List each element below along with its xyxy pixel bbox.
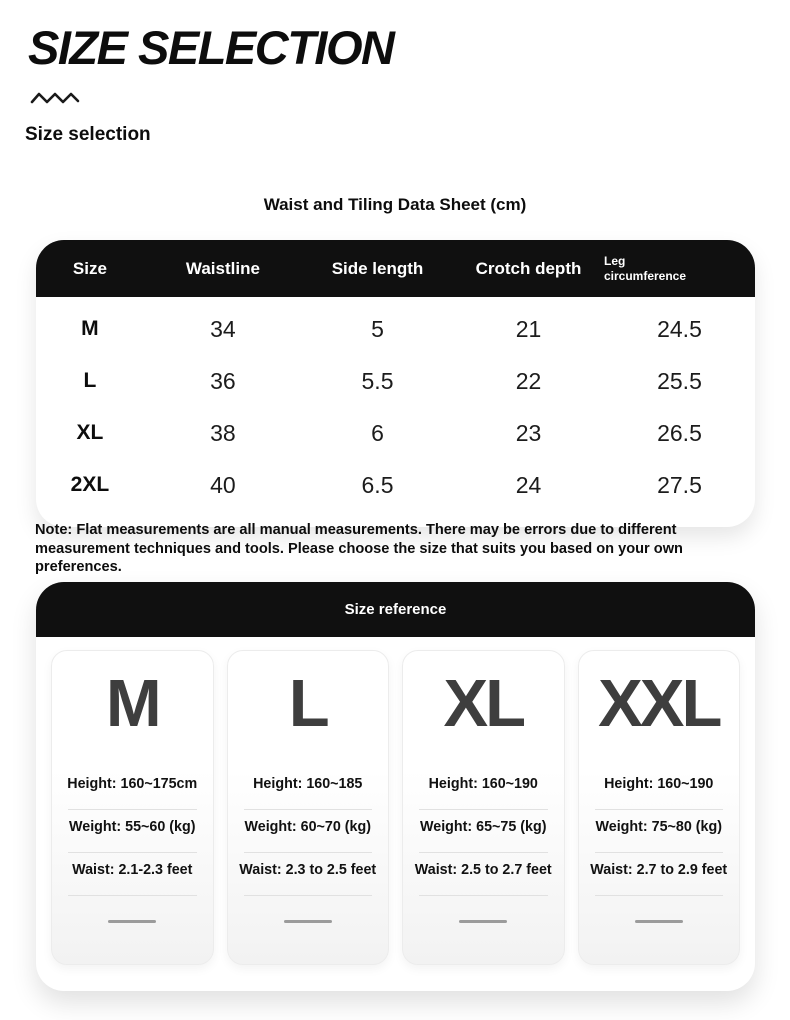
divider	[244, 895, 373, 896]
note-line-1: Note: Flat measurements are all manual measurements. There may be errors due to different	[35, 522, 677, 538]
dash-mark	[108, 920, 156, 923]
size-card-label: XXL	[598, 665, 720, 741]
size-card-xl	[402, 650, 565, 965]
waist-spec: Waist: 2.3 to 2.5 feet	[239, 862, 377, 878]
size-card-l	[227, 650, 390, 965]
divider	[595, 895, 724, 896]
dash-mark	[459, 920, 507, 923]
dash-mark	[635, 920, 683, 923]
height-spec: Height: 160~190	[604, 776, 714, 792]
column-header-crotch-depth: Crotch depth	[475, 258, 582, 278]
height-spec: Height: 160~185	[253, 776, 363, 792]
cell-crotch-depth: 21	[515, 315, 542, 342]
waist-spec: Waist: 2.5 to 2.7 feet	[414, 862, 552, 878]
weight-spec: Weight: 60~70 (kg)	[244, 819, 371, 835]
page-title: SIZE SELECTION	[28, 21, 394, 74]
section-subtitle: Size selection	[25, 124, 151, 145]
cell-crotch-depth: 22	[515, 367, 542, 394]
dash-mark	[284, 920, 332, 923]
waist-spec: Waist: 2.7 to 2.9 feet	[590, 862, 728, 878]
size-card-body	[228, 755, 389, 923]
size-card-body	[52, 755, 213, 923]
table-title: Waist and Tiling Data Sheet (cm)	[263, 195, 527, 214]
size-card-body	[403, 755, 564, 923]
table-row	[36, 407, 755, 459]
cell-waistline: 36	[210, 367, 236, 394]
size-card-label: L	[288, 665, 327, 741]
cell-leg-circumference: 24.5	[657, 315, 702, 342]
cell-leg-circumference: 25.5	[657, 367, 702, 394]
cell-size: L	[83, 369, 97, 392]
table-row	[36, 459, 755, 511]
cell-waistline: 40	[210, 471, 236, 498]
column-header-size: Size	[72, 258, 107, 278]
weight-spec: Weight: 65~75 (kg)	[420, 819, 547, 835]
column-header-waistline: Waistline	[185, 258, 260, 278]
divider	[68, 895, 197, 896]
size-reference-header: Size reference	[36, 582, 755, 637]
size-reference-cards	[36, 637, 755, 965]
divider	[419, 895, 548, 896]
waist-spec: Waist: 2.1-2.3 feet	[72, 862, 193, 878]
cell-leg-circumference: 27.5	[657, 471, 702, 498]
zigzag-icon	[30, 90, 82, 106]
cell-side-length: 6	[371, 419, 384, 446]
cell-crotch-depth: 24	[515, 471, 542, 498]
cell-size: XL	[76, 421, 104, 444]
size-card-label: M	[105, 665, 159, 741]
measurement-note	[35, 521, 772, 577]
size-card-label: XL	[443, 665, 524, 741]
weight-spec: Weight: 55~60 (kg)	[69, 819, 196, 835]
table-header-row	[36, 240, 755, 297]
note-line-2: measurement techniques and tools. Please choose the size that suits you based on your own preferences.	[35, 540, 683, 575]
size-data-table	[36, 240, 755, 527]
cell-waistline: 34	[210, 315, 236, 342]
cell-waistline: 38	[210, 419, 236, 446]
cell-size: 2XL	[70, 473, 110, 496]
column-header-leg-circumference: Leg circumference	[603, 254, 687, 283]
height-spec: Height: 160~175cm	[67, 776, 198, 792]
cell-side-length: 5.5	[361, 367, 394, 394]
cell-leg-circumference: 26.5	[657, 419, 702, 446]
weight-spec: Weight: 75~80 (kg)	[595, 819, 722, 835]
cell-side-length: 5	[371, 315, 384, 342]
cell-size: M	[81, 317, 99, 340]
cell-crotch-depth: 23	[515, 419, 542, 446]
cell-side-length: 6.5	[361, 471, 394, 498]
table-body	[36, 297, 755, 527]
size-card-xxl	[578, 650, 741, 965]
table-row	[36, 303, 755, 355]
height-spec: Height: 160~190	[428, 776, 538, 792]
size-card-m	[51, 650, 214, 965]
column-header-side-length: Side length	[331, 258, 424, 278]
table-row	[36, 355, 755, 407]
size-reference-panel	[36, 582, 755, 991]
size-card-body	[579, 755, 740, 923]
